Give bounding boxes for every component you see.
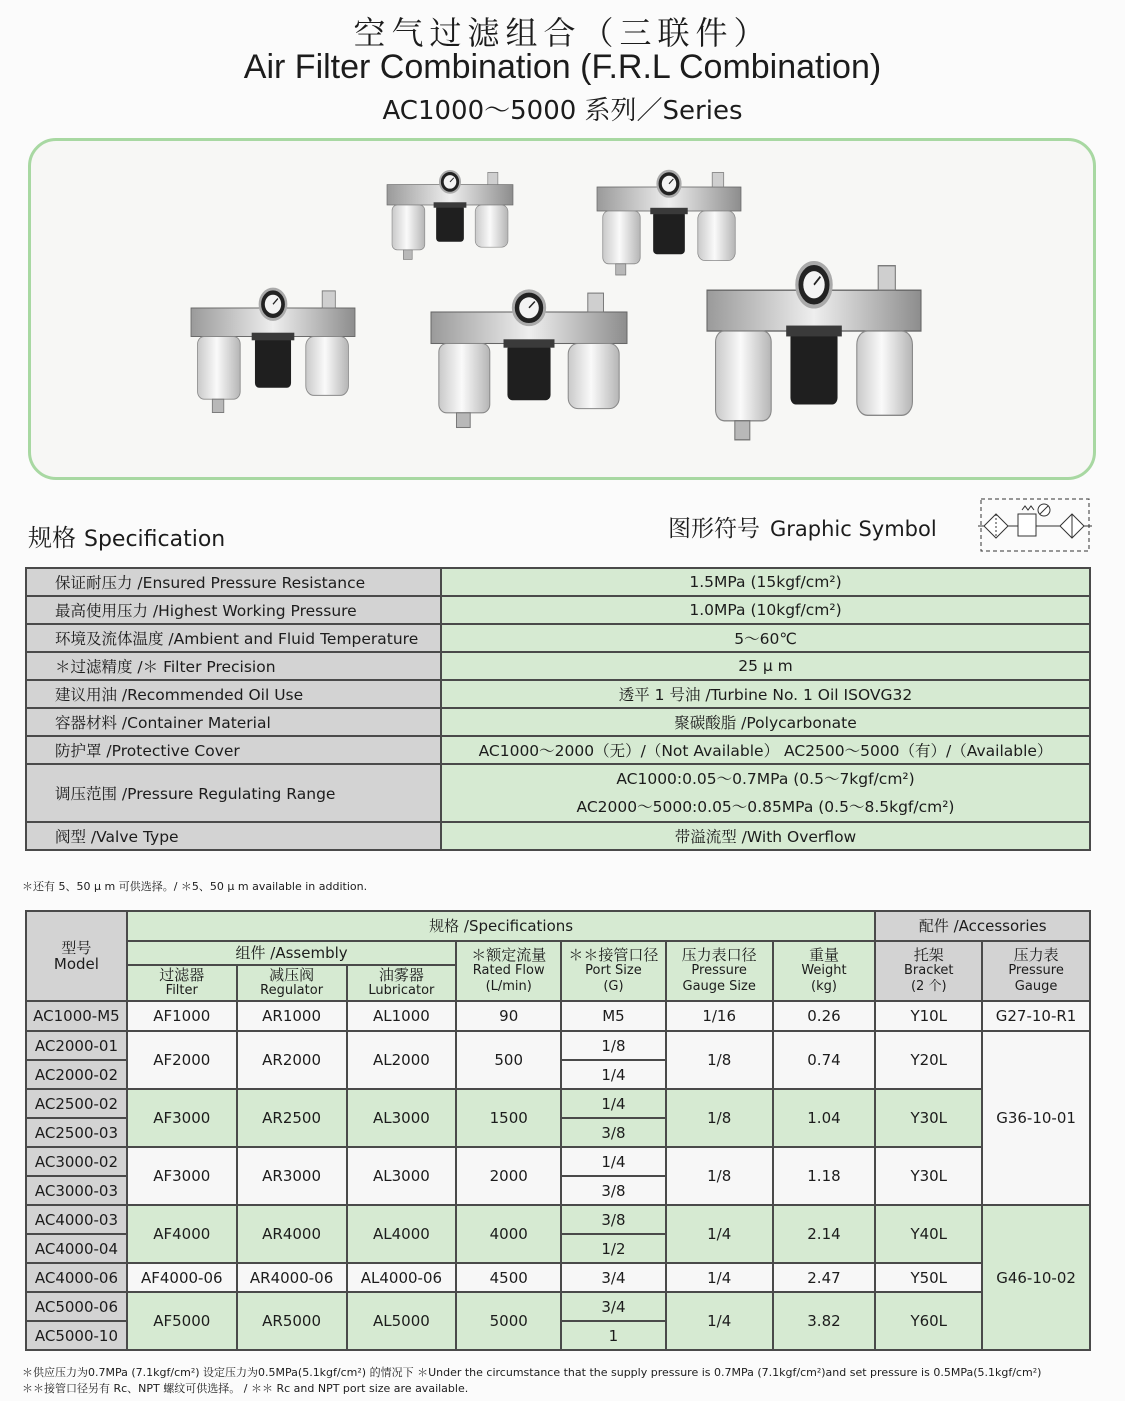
bracket-cell: Y20L [875, 1031, 982, 1089]
spec-value-line: AC2000～5000:0.05～0.85MPa (0.5～8.5kgf/cm²) [576, 798, 955, 816]
weight-cell: 2.14 [773, 1205, 876, 1263]
regulator-cell: AR4000-06 [237, 1263, 347, 1292]
port-cell: 1/4 [561, 1060, 666, 1089]
spec-label: 阀型 /Valve Type [26, 822, 441, 850]
spec-value: AC1000～2000（无）/（Not Available） AC2500～5000（有）/（Available） [441, 736, 1090, 764]
flow-cell: 2000 [456, 1147, 561, 1205]
frl-graphic-symbol-icon [978, 496, 1092, 554]
lubricator-cell: AL2000 [347, 1031, 457, 1089]
gauge-cell: G36-10-01 [982, 1031, 1090, 1205]
regulator-cell: AR1000 [237, 1001, 347, 1031]
spec-label: 防护罩 /Protective Cover [26, 736, 441, 764]
spec-row [26, 764, 1090, 822]
lubricator-cell: AL4000-06 [347, 1263, 457, 1292]
port-cell: 3/8 [561, 1176, 666, 1205]
bracket-cell: Y30L [875, 1089, 982, 1147]
spec-label: 环境及流体温度 /Ambient and Fluid Temperature [26, 624, 441, 652]
spec-label: 保证耐压力 /Ensured Pressure Resistance [26, 568, 441, 596]
model-cell: AC4000-06 [26, 1263, 127, 1292]
model-cell: AC2500-02 [26, 1089, 127, 1118]
regulator-cell: AR2500 [237, 1089, 347, 1147]
gauge-size-cell: 1/16 [666, 1001, 773, 1031]
frl-unit-ac2000 [597, 171, 741, 275]
frl-unit-ac3000 [431, 291, 627, 428]
gauge-cell: G27-10-R1 [982, 1001, 1090, 1031]
filter-cell: AF2000 [127, 1031, 237, 1089]
model-cell: AC2000-02 [26, 1060, 127, 1089]
port-cell: M5 [561, 1001, 666, 1031]
model-cell: AC2500-03 [26, 1118, 127, 1147]
graphic-symbol-heading: 图形符号 Graphic Symbol [668, 516, 937, 542]
spec-label: 建议用油 /Recommended Oil Use [26, 680, 441, 708]
spec-value: 聚碳酸脂 /Polycarbonate [441, 708, 1090, 736]
lubricator-cell: AL3000 [347, 1147, 457, 1205]
spec-value: 5～60℃ [441, 624, 1090, 652]
weight-cell: 2.47 [773, 1263, 876, 1292]
frl-product-photos [31, 141, 1093, 477]
flow-cell: 500 [456, 1031, 561, 1089]
frl-unit-ac2500 [191, 289, 355, 413]
port-cell: 3/4 [561, 1263, 666, 1292]
spec-row [26, 708, 1090, 736]
table-row [26, 1292, 1090, 1321]
header-lubricator: 油雾器 Lubricator [347, 965, 457, 1001]
gauge-size-cell: 1/4 [666, 1263, 773, 1292]
model-cell: AC1000-M5 [26, 1001, 127, 1031]
header-specifications: 规格 /Specifications [127, 911, 876, 941]
spec-row [26, 596, 1090, 624]
header-bracket: 托架 Bracket (2 个) [875, 941, 982, 1001]
spec-row [26, 822, 1090, 850]
flow-cell: 5000 [456, 1292, 561, 1350]
flow-cell: 1500 [456, 1089, 561, 1147]
lubricator-cell: AL1000 [347, 1001, 457, 1031]
port-cell: 1/4 [561, 1089, 666, 1118]
table-row [26, 1089, 1090, 1118]
model-cell: AC4000-03 [26, 1205, 127, 1234]
gauge-size-cell: 1/8 [666, 1147, 773, 1205]
lubricator-cell: AL5000 [347, 1292, 457, 1350]
port-cell: 3/8 [561, 1205, 666, 1234]
filter-cell: AF4000-06 [127, 1263, 237, 1292]
table-row [26, 1263, 1090, 1292]
weight-cell: 0.74 [773, 1031, 876, 1089]
lubricator-cell: AL4000 [347, 1205, 457, 1263]
regulator-cell: AR5000 [237, 1292, 347, 1350]
port-cell: 3/4 [561, 1292, 666, 1321]
weight-cell: 3.82 [773, 1292, 876, 1350]
model-table [25, 910, 1091, 1351]
spec-row [26, 680, 1090, 708]
port-cell: 1 [561, 1321, 666, 1350]
filter-cell: AF5000 [127, 1292, 237, 1350]
regulator-cell: AR2000 [237, 1031, 347, 1089]
model-cell: AC2000-01 [26, 1031, 127, 1060]
specification-heading: 规格 Specification [28, 524, 226, 552]
spec-value: 1.5MPa (15kgf/cm²) [441, 568, 1090, 596]
spec-value: 带溢流型 /With Overflow [441, 822, 1090, 850]
table-row [26, 1001, 1090, 1031]
flow-cell: 4500 [456, 1263, 561, 1292]
bracket-cell: Y60L [875, 1292, 982, 1350]
table-row [26, 1147, 1090, 1176]
regulator-cell: AR3000 [237, 1147, 347, 1205]
header-accessories: 配件 /Accessories [875, 911, 1090, 941]
model-cell: AC4000-04 [26, 1234, 127, 1263]
series-subtitle: AC1000～5000 系列／Series [382, 96, 743, 126]
table-row [26, 1205, 1090, 1234]
bracket-cell: Y30L [875, 1147, 982, 1205]
filter-cell: AF1000 [127, 1001, 237, 1031]
footnote-port-size: ＊＊接管口径另有 Rc、NPT 螺纹可供选择。 / ＊＊ Rc and NPT port size are available. [22, 1382, 469, 1395]
product-image-panel [28, 138, 1096, 480]
header-pressure-gauge: 压力表 Pressure Gauge [982, 941, 1090, 1001]
filter-cell: AF4000 [127, 1205, 237, 1263]
regulator-cell: AR4000 [237, 1205, 347, 1263]
page-title-en: Air Filter Combination (F.R.L Combination) [243, 48, 882, 86]
specification-table [25, 567, 1091, 851]
table-row [26, 1031, 1090, 1060]
port-cell: 3/8 [561, 1118, 666, 1147]
bracket-cell: Y40L [875, 1205, 982, 1263]
port-cell: 1/2 [561, 1234, 666, 1263]
gauge-size-cell: 1/8 [666, 1031, 773, 1089]
header-model: 型号 Model [26, 911, 127, 1001]
filter-cell: AF3000 [127, 1147, 237, 1205]
footnote-supply-pressure: ＊供应压力为0.7MPa (7.1kgf/cm²) 设定压力为0.5MPa(5.1kgf/cm²) 的情况下 ＊Under the circumstance that the supply pressure is 0.7MPa (7.1kgf/cm²)and set pressure is 0.5MPa(5.1kgf/cm²) [22, 1366, 1042, 1379]
page-title-cn: 空气过滤组合（三联件） [353, 14, 772, 52]
spec-label: 容器材料 /Container Material [26, 708, 441, 736]
port-cell: 1/8 [561, 1031, 666, 1060]
spec-value-line: AC1000:0.05～0.7MPa (0.5～7kgf/cm²) [616, 770, 915, 788]
model-cell: AC5000-10 [26, 1321, 127, 1350]
header-filter: 过滤器 Filter [127, 965, 237, 1001]
header-gauge-size: 压力表口径 Pressure Gauge Size [666, 941, 773, 1001]
spec-row [26, 568, 1090, 596]
weight-cell: 1.18 [773, 1147, 876, 1205]
spec-label: ＊过滤精度 /＊ Filter Precision [26, 652, 441, 680]
lubricator-cell: AL3000 [347, 1089, 457, 1147]
bracket-cell: Y50L [875, 1263, 982, 1292]
filter-cell: AF3000 [127, 1089, 237, 1147]
weight-cell: 0.26 [773, 1001, 876, 1031]
spec-row [26, 652, 1090, 680]
spec-value [441, 764, 1090, 822]
spec-value: 1.0MPa (10kgf/cm²) [441, 596, 1090, 624]
port-cell: 1/4 [561, 1147, 666, 1176]
model-cell: AC3000-03 [26, 1176, 127, 1205]
spec-label: 调压范围 /Pressure Regulating Range [26, 764, 441, 822]
weight-cell: 1.04 [773, 1089, 876, 1147]
gauge-cell: G46-10-02 [982, 1205, 1090, 1350]
flow-cell: 4000 [456, 1205, 561, 1263]
model-cell: AC5000-06 [26, 1292, 127, 1321]
spec-value: 25 μ m [441, 652, 1090, 680]
flow-cell: 90 [456, 1001, 561, 1031]
gauge-size-cell: 1/8 [666, 1089, 773, 1147]
header-regulator: 减压阀 Regulator [237, 965, 347, 1001]
frl-unit-ac4000 [707, 263, 921, 440]
spec-note: ＊还有 5、50 μ m 可供选择。/ ＊5、50 μ m available in addition. [22, 880, 368, 893]
gauge-size-cell: 1/4 [666, 1205, 773, 1263]
spec-row [26, 736, 1090, 764]
spec-row [26, 624, 1090, 652]
frl-unit-ac1000 [387, 171, 513, 259]
header-assembly: 组件 /Assembly [127, 941, 456, 965]
bracket-cell: Y10L [875, 1001, 982, 1031]
header-rated-flow: ＊额定流量 Rated Flow (L/min) [456, 941, 561, 1001]
spec-label: 最高使用压力 /Highest Working Pressure [26, 596, 441, 624]
model-cell: AC3000-02 [26, 1147, 127, 1176]
spec-value: 透平 1 号油 /Turbine No. 1 Oil ISOVG32 [441, 680, 1090, 708]
header-weight: 重量 Weight (kg) [773, 941, 876, 1001]
gauge-size-cell: 1/4 [666, 1292, 773, 1350]
header-port-size: ＊＊接管口径 Port Size (G) [561, 941, 666, 1001]
